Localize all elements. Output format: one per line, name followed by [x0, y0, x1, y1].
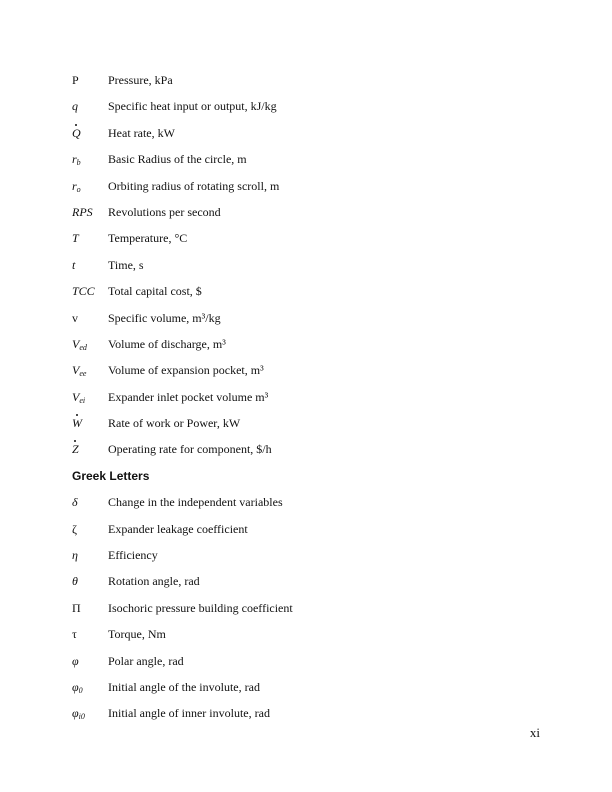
symbol-eta: η: [72, 548, 78, 563]
nomenclature-row-v: [72, 308, 542, 334]
nomenclature-list: [72, 70, 542, 730]
symbol-w-dot: [72, 413, 108, 433]
symbol-rb-base: r: [72, 152, 77, 167]
definition-q: Specific heat input or output, kJ/kg: [108, 99, 277, 114]
symbol-tcc: TCC: [72, 284, 95, 299]
symbol-phi: φ: [72, 653, 79, 668]
greek-row-zeta: [72, 519, 542, 545]
nomenclature-row-time: [72, 255, 542, 281]
nomenclature-row-p: [72, 70, 542, 96]
definition-q-dot: Heat rate, kW: [108, 125, 175, 140]
definition-theta: Rotation angle, rad: [108, 574, 200, 589]
symbol-phi-i0-base: φ: [72, 706, 79, 721]
nomenclature-row-tcc: [72, 281, 542, 307]
page-number: xi: [529, 725, 540, 740]
symbol-ved-subscript: ed: [79, 342, 87, 352]
definition-p: Pressure, kPa: [108, 73, 173, 87]
symbol-tau: τ: [72, 627, 77, 642]
symbol-vei-base: V: [72, 389, 80, 404]
definition-pi: Isochoric pressure building coefficient: [108, 600, 293, 615]
nomenclature-row-rb: [72, 149, 542, 175]
greek-row-phi-i0: [72, 703, 542, 729]
symbol-ved: [72, 334, 108, 358]
nomenclature-row-vee: [72, 360, 542, 386]
nomenclature-row-z-dot: [72, 439, 542, 465]
greek-row-tau: [72, 624, 542, 650]
definition-tau: Torque, Nm: [108, 627, 166, 642]
symbol-theta: θ: [72, 574, 78, 589]
definition-eta: Efficiency: [108, 548, 158, 563]
symbol-time: t: [72, 257, 76, 272]
symbol-z-dot-letter: Z: [72, 439, 79, 459]
greek-row-pi: [72, 598, 542, 624]
definition-vee: Volume of expansion pocket, m³: [108, 363, 264, 378]
greek-row-delta: [72, 492, 542, 518]
symbol-vei-subscript: ei: [79, 395, 86, 405]
symbol-phi0-subscript: 0: [78, 685, 83, 695]
definition-ved: Volume of discharge, m³: [108, 336, 226, 351]
symbol-delta: δ: [72, 495, 78, 510]
symbol-vee: [72, 360, 108, 384]
symbol-ro: [72, 176, 108, 200]
definition-ro: Orbiting radius of rotating scroll, m: [108, 178, 280, 193]
definition-phi0: Initial angle of the involute, rad: [108, 679, 260, 694]
nomenclature-row-temperature: [72, 228, 542, 254]
symbol-z-dot: [72, 439, 108, 459]
greek-row-theta: [72, 571, 542, 597]
definition-phi-i0: Initial angle of inner involute, rad: [108, 706, 270, 721]
nomenclature-row-vei: [72, 387, 542, 413]
symbol-rb-subscript: b: [76, 158, 81, 168]
symbol-vee-subscript: ee: [79, 369, 87, 379]
definition-zeta: Expander leakage coefficient: [108, 521, 248, 536]
symbol-temperature: T: [72, 231, 79, 246]
symbol-phi-i0: [72, 703, 108, 727]
definition-z-dot: Operating rate for component, $/h: [108, 442, 272, 457]
symbol-pi: Π: [72, 600, 81, 615]
greek-row-phi: [72, 651, 542, 677]
nomenclature-row-ved: [72, 334, 542, 360]
symbol-ved-base: V: [72, 336, 80, 351]
greek-row-phi0: [72, 677, 542, 703]
symbol-zeta: ζ: [72, 521, 77, 536]
definition-v: Specific volume, m³/kg: [108, 310, 221, 325]
nomenclature-row-q-dot: [72, 123, 542, 149]
greek-letters-heading: Greek Letters: [72, 468, 150, 483]
nomenclature-row-w-dot: [72, 413, 542, 439]
symbol-q-dot: [72, 123, 108, 143]
definition-time: Time, s: [108, 257, 144, 272]
definition-phi: Polar angle, rad: [108, 653, 184, 668]
definition-rb: Basic Radius of the circle, m: [108, 152, 247, 167]
symbol-vei: [72, 387, 108, 411]
symbol-v: v: [72, 310, 78, 325]
nomenclature-row-rps: [72, 202, 542, 228]
symbol-phi-i0-subscript: i0: [78, 712, 85, 722]
symbol-q-dot-letter: Q: [72, 123, 81, 143]
definition-rps: Revolutions per second: [108, 204, 221, 219]
definition-temperature: Temperature, °C: [108, 231, 188, 246]
definition-w-dot: Rate of work or Power, kW: [108, 416, 241, 431]
nomenclature-row-q: [72, 96, 542, 122]
symbol-q: q: [72, 99, 78, 114]
symbol-phi0-base: φ: [72, 679, 79, 694]
symbol-vee-base: V: [72, 363, 80, 378]
symbol-ro-subscript: o: [76, 184, 81, 194]
definition-vei: Expander inlet pocket volume m³: [108, 389, 269, 404]
symbol-rb: [72, 149, 108, 173]
symbol-ro-base: r: [72, 178, 77, 193]
symbol-p: P: [72, 73, 79, 87]
symbol-phi0: [72, 677, 108, 701]
symbol-w-dot-letter: W: [72, 413, 82, 433]
definition-tcc: Total capital cost, $: [108, 284, 202, 299]
greek-row-eta: [72, 545, 542, 571]
nomenclature-row-ro: [72, 176, 542, 202]
symbol-rps: RPS: [72, 204, 93, 219]
definition-delta: Change in the independent variables: [108, 495, 283, 510]
